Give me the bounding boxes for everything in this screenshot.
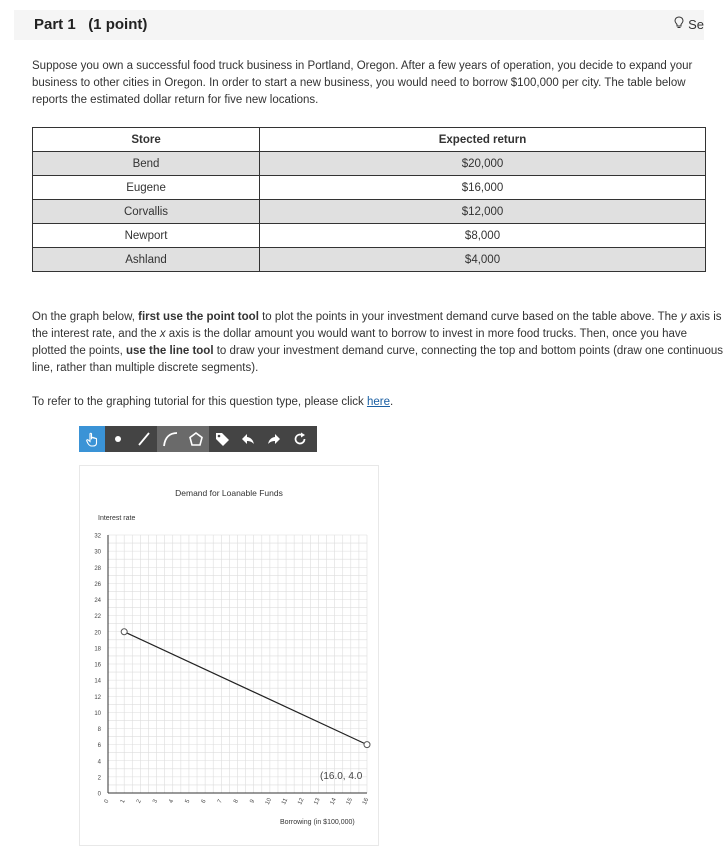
undo-icon[interactable]	[235, 426, 261, 452]
x-tick-label: 16	[361, 797, 371, 806]
store-cell: Ashland	[33, 248, 260, 272]
y-axis-label: Interest rate	[98, 515, 136, 522]
instr-text: line, rather than multiple discrete segments).	[32, 362, 259, 374]
graph-panel	[79, 465, 379, 846]
table-header-row	[33, 128, 706, 152]
store-cell: Eugene	[33, 176, 260, 200]
lightbulb-icon	[674, 16, 684, 32]
part-header	[14, 10, 704, 40]
x-tick-label: 2	[136, 798, 143, 805]
y-tick-label: 24	[94, 598, 101, 604]
x-tick-label: 0	[103, 798, 111, 805]
y-tick-label: 16	[94, 662, 101, 669]
x-tick-label: 14	[329, 797, 338, 806]
reset-icon[interactable]	[287, 426, 313, 452]
table-row	[33, 200, 706, 224]
y-tick-label: 10	[94, 710, 101, 717]
store-cell: Newport	[33, 224, 260, 248]
tutorial-text: To refer to the graphing tutorial for this question type, please click	[32, 396, 367, 408]
table-row	[33, 248, 706, 272]
polygon-icon[interactable]	[183, 426, 209, 452]
instr-text: On the graph below,	[32, 311, 139, 323]
y-tick-label: 8	[97, 727, 101, 733]
instr-text: to draw your investment demand curve, connecting the top and bottom points (draw one continuous	[213, 345, 723, 357]
x-tick-label: 8	[233, 798, 241, 805]
line-icon[interactable]	[131, 426, 157, 452]
y-tick-label: 30	[94, 549, 101, 556]
y-tick-label: 6	[97, 743, 101, 750]
x-tick-label: 4	[168, 798, 176, 805]
hand-pointer-icon[interactable]	[79, 426, 105, 452]
line-endpoint-handle	[121, 629, 127, 635]
x-tick-label: 7	[216, 798, 224, 805]
x-tick-label: 3	[152, 798, 160, 805]
graph-title: Demand for Loanable Funds	[175, 488, 283, 498]
redo-icon[interactable]	[261, 426, 287, 452]
x-tick-label: 12	[297, 797, 306, 806]
x-axis-label: Borrowing (in $100,000)	[280, 819, 355, 826]
hint-label: Se	[688, 16, 704, 32]
return-cell: $20,000	[260, 152, 706, 176]
instr-text: to plot the points in your investment demand curve based on the table above. The	[258, 311, 681, 323]
tutorial-end: .	[390, 396, 394, 408]
store-cell: Bend	[33, 152, 260, 176]
column-header-return: Expected return	[260, 128, 706, 152]
return-cell: $12,000	[260, 200, 706, 224]
table-row	[33, 152, 706, 176]
line-endpoint-handle	[364, 742, 370, 748]
intro-paragraph: Suppose you own a successful food truck business in Portland, Oregon. After a few years of operation, you decide to expand your business to other cities in Oregon. In order to start a new business, you would need to borrow $100,000 per city. The table below reports the estimated dollar return for five new locations.	[32, 60, 693, 106]
label-tag-icon[interactable]	[209, 426, 235, 452]
point-icon[interactable]	[105, 426, 131, 452]
y-tick-label: 22	[94, 614, 101, 621]
coordinate-readout: (16.0, 4.0	[320, 771, 363, 782]
instructions	[32, 309, 723, 377]
instr-text: axis is	[686, 311, 722, 323]
store-cell: Corvallis	[33, 200, 260, 224]
y-tick-label: 20	[94, 630, 101, 637]
return-cell: $8,000	[260, 224, 706, 248]
y-tick-label: 4	[97, 759, 101, 766]
x-tick-label: 6	[200, 798, 208, 805]
graph-toolbar	[79, 426, 317, 452]
instr-bold: use the line tool	[125, 345, 214, 357]
curve-icon[interactable]	[157, 426, 183, 452]
y-tick-label: 26	[94, 581, 101, 588]
x-tick-label: 13	[313, 797, 322, 806]
x-tick-label: 10	[264, 797, 274, 806]
hint-button[interactable]	[674, 16, 704, 32]
tutorial-line	[32, 396, 393, 408]
return-cell: $16,000	[260, 176, 706, 200]
y-tick-label: 18	[94, 646, 101, 653]
y-tick-label: 32	[94, 533, 101, 540]
instr-italic: x	[159, 328, 166, 340]
column-header-store: Store	[33, 128, 260, 152]
x-tick-label: 15	[345, 797, 355, 806]
x-tick-label: 5	[184, 798, 192, 805]
x-tick-label: 1	[119, 798, 127, 805]
instr-bold: first use the point tool	[138, 311, 259, 323]
tutorial-link[interactable]: here	[366, 396, 390, 408]
x-tick-label: 11	[281, 797, 290, 806]
y-tick-label: 28	[94, 565, 101, 572]
part-title: Part 1 (1 point)	[34, 16, 148, 33]
instr-text: axis is the dollar amount you would want to borrow to invest in more food trucks. Then, once you have	[165, 328, 688, 340]
table-row	[33, 176, 706, 200]
y-tick-label: 12	[94, 694, 101, 701]
graph-canvas[interactable]	[80, 466, 378, 845]
x-tick-label: 9	[249, 798, 257, 805]
y-tick-label: 14	[94, 678, 101, 685]
table-row	[33, 224, 706, 248]
return-cell: $4,000	[260, 248, 706, 272]
instr-italic: y	[680, 311, 687, 323]
instr-text: the interest rate, and the	[32, 328, 160, 340]
y-tick-label: 2	[97, 775, 101, 782]
returns-table	[32, 127, 706, 272]
y-tick-label: 0	[97, 791, 101, 798]
instr-text: plotted the points,	[32, 345, 126, 357]
